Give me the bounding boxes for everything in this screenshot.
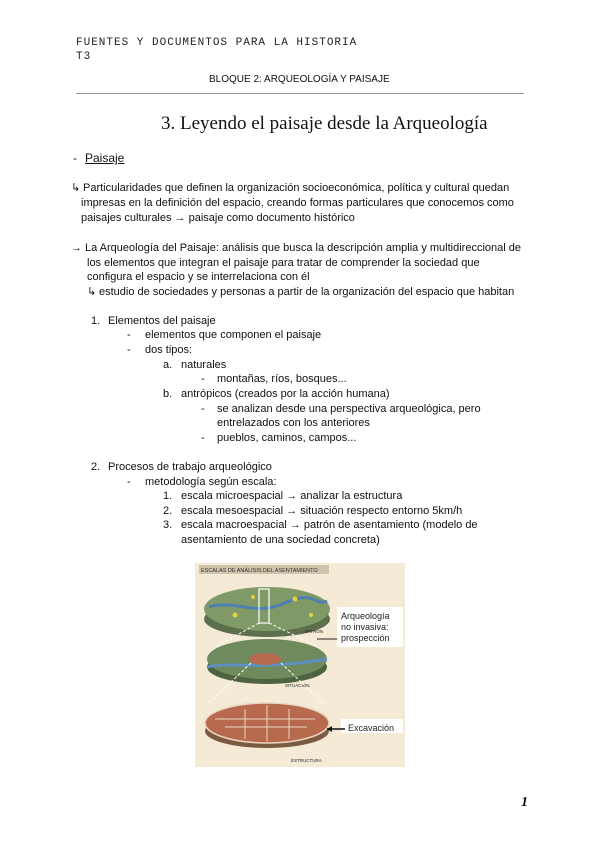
list2-s3-label: 3. — [163, 519, 173, 531]
page-number: 1 — [521, 795, 528, 810]
intro-line-1: Particularidades que definen la organización socioeconómica, política y cultural quedan — [83, 182, 510, 194]
section-bullet: - — [73, 151, 77, 165]
list1-b-text: antrópicos (creados por la acción humana) — [181, 388, 390, 400]
list1-a-label: a. — [163, 359, 173, 371]
section-heading: Paisaje — [85, 151, 125, 165]
list2-item: metodología según escala: — [145, 476, 277, 488]
list1-title: Elementos del paisaje — [108, 315, 216, 327]
list1-dash-2: - — [127, 344, 131, 356]
intro-arrow: ↳ — [71, 182, 81, 194]
block-label: BLOQUE 2: ARQUEOLOGÍA Y PAISAJE — [209, 74, 390, 85]
list2-title: Procesos de trabajo arqueológico — [108, 461, 272, 473]
list1-dash-1: - — [127, 329, 131, 341]
figure-label-top: PATRÓN — [305, 629, 324, 634]
arq-line-1: La Arqueología del Paisaje: análisis que busca la descripción amplia y multidireccional de — [85, 242, 521, 254]
scales-figure — [195, 563, 405, 767]
note-noninvasive-line3: prospección — [341, 633, 390, 643]
arq-line-3: configura el espacio y se interrelaciona con él — [87, 271, 310, 283]
list1-b-dash-1: - — [201, 403, 205, 415]
note-noninvasive-line1: Arqueología — [341, 611, 390, 621]
header-rule — [76, 93, 524, 94]
figure-label-bottom: ESTRUCTURA — [291, 758, 322, 763]
course-header: FUENTES Y DOCUMENTOS PARA LA HISTORIA — [76, 37, 358, 49]
list2-number: 2. — [91, 461, 101, 473]
list1-item-1: elementos que componen el paisaje — [145, 329, 322, 341]
arq-arrow: → — [71, 242, 82, 254]
list1-b-dash-2: - — [201, 432, 205, 444]
list2-s1-text: escala microespacial → analizar la estructura — [181, 490, 403, 502]
intro-line-2: impresas en la definición del espacio, creando formas particulares que conocemos como — [81, 197, 514, 209]
note-excavation: Excavación — [348, 723, 395, 733]
list1-number: 1. — [91, 315, 101, 327]
list2-s3-line1: escala macroespacial → patrón de asentamiento (modelo de — [181, 519, 478, 531]
arq-sub-arrow: ↳ — [87, 286, 97, 298]
list1-item-2: dos tipos: — [145, 344, 193, 356]
figure-label-mid: SITUACIÓN — [285, 683, 310, 688]
page-title: 3. Leyendo el paisaje desde la Arqueología — [161, 113, 488, 134]
intro-line-3: paisajes culturales → paisaje como documento histórico — [81, 212, 355, 224]
settlement-shape — [249, 653, 281, 665]
arq-line-2: los elementos que integran el paisaje para tratar de comprender la sociedad que — [87, 257, 480, 269]
unit-label: T3 — [76, 51, 92, 63]
list2-s3-line2: asentamiento de una sociedad concreta) — [181, 534, 380, 546]
list2-dash: - — [127, 476, 131, 488]
note-noninvasive-line2: no invasiva: — [341, 622, 389, 632]
list1-a-dash: - — [201, 373, 205, 385]
list1-b-sub1-line2: entrelazados con los anteriores — [217, 417, 370, 429]
list2-s2-text: escala mesoespacial → situación respecto entorno 5km/h — [181, 505, 463, 517]
list1-a-text: naturales — [181, 359, 227, 371]
list2-s2-label: 2. — [163, 505, 173, 517]
arq-sub-line: estudio de sociedades y personas a partir de la organización del espacio que habitan — [99, 286, 515, 298]
scales-illustration — [195, 563, 405, 767]
list1-b-label: b. — [163, 388, 173, 400]
list1-b-sub1-line1: se analizan desde una perspectiva arqueológica, pero — [217, 403, 481, 415]
list1-b-sub2: pueblos, caminos, campos... — [217, 432, 357, 444]
list2-s1-label: 1. — [163, 490, 173, 502]
figure-caption-top: ESCALAS DE ANÁLISIS DEL ASENTAMIENTO — [201, 568, 318, 574]
list1-a-sub: montañas, ríos, bosques... — [217, 373, 347, 385]
